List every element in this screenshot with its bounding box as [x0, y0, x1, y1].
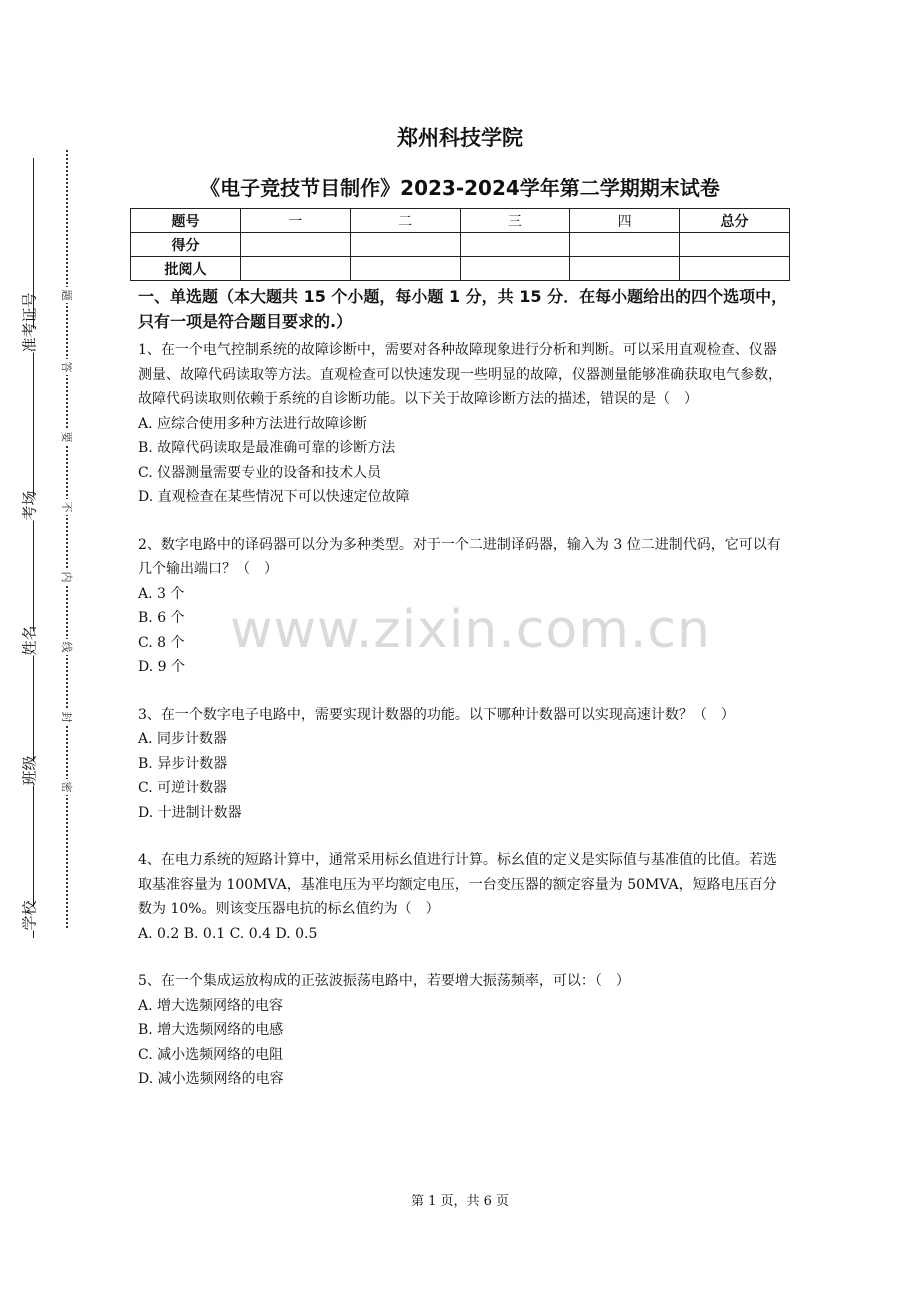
grader-cell: [570, 257, 680, 281]
score-table-row: [131, 209, 790, 233]
score-table-column-header: 四: [570, 209, 680, 233]
question-option: C. 8 个: [138, 634, 185, 651]
grader-cell: [241, 257, 351, 281]
question-option: B. 6 个: [138, 610, 185, 626]
question-5: [138, 969, 790, 1092]
binding-field-class: 班级: [20, 755, 39, 786]
grader-cell: [350, 257, 460, 281]
question-text: 4、在电力系统的短路计算中，通常采用标幺值进行计算。标幺值的定义是实际值与基准值的比值。若选取基准容量为 100MVA，基准电压为平均额定电压，一台变压器的额定容量为 50MVA，短路电压百分数为 10%。则该变压器电抗的标幺值约为（ ）: [138, 852, 777, 917]
binding-mark: 不: [59, 499, 73, 515]
score-table-column-header: 一: [241, 209, 351, 233]
question-option: D. 9 个: [138, 659, 185, 675]
binding-dotted-line: [66, 150, 68, 928]
score-cell: [241, 233, 351, 257]
score-table-row-label: 得分: [131, 233, 241, 257]
question-option: B. 增大选频网络的电感: [138, 1022, 284, 1038]
question-option: B. 异步计数器: [138, 755, 228, 772]
score-table-row-label: 批阅人: [131, 257, 241, 281]
question-option: A. 同步计数器: [138, 731, 228, 747]
binding-field-school: 学校: [20, 900, 39, 931]
question-3: [138, 703, 790, 826]
section-heading: 一、单选题（本大题共 15 个小题，每小题 1 分，共 15 分．在每小题给出的四个选项中，只有一项是符合题目要求的.）: [138, 287, 788, 331]
question-text: 5、在一个集成运放构成的正弦波振荡电路中，若要增大振荡频率，可以：（ ）: [138, 973, 630, 989]
question-option: A. 增大选频网络的电容: [138, 997, 284, 1014]
school-name: 郑州科技学院: [397, 126, 523, 150]
question-option: C. 可逆计数器: [138, 780, 228, 796]
page-footer: 第 1 页，共 6 页: [410, 1194, 510, 1209]
score-table-column-header: 总分: [680, 209, 790, 233]
score-table-row-label: 题号: [131, 209, 241, 233]
question-option: A. 0.2 B. 0.1 C. 0.4 D. 0.5: [138, 925, 318, 942]
question-option: A. 应综合使用多种方法进行故障诊断: [138, 415, 368, 432]
binding-field-ticket-number: 准考证号: [20, 292, 39, 353]
question-text: 2、数字电路中的译码器可以分为多种类型。对于一个二进制译码器，输入为 3 位二进制代码，它可以有几个输出端口？（ ）: [138, 536, 781, 577]
grader-cell: [680, 257, 790, 281]
score-table-row: [131, 233, 790, 257]
score-cell: [460, 233, 570, 257]
grader-cell: [460, 257, 570, 281]
binding-margin: [0, 0, 100, 1302]
binding-mark: 密: [59, 779, 73, 795]
binding-mark: 线: [59, 639, 73, 655]
binding-mark: 答: [59, 359, 73, 375]
binding-write-line: [33, 158, 34, 938]
binding-field-exam-room: 考场: [20, 490, 39, 521]
exam-title: 《电子竞技节目制作》2023-2024学年第二学期期末试卷: [200, 176, 720, 200]
binding-mark: 封: [59, 709, 73, 725]
binding-mark: 题: [59, 287, 73, 303]
exam-content: [138, 284, 790, 1115]
question-4: [138, 848, 790, 946]
binding-field-name: 姓名: [20, 625, 39, 656]
question-option: A. 3 个: [138, 585, 185, 602]
question-option: B. 故障代码读取是最准确可靠的诊断方法: [138, 440, 396, 456]
score-table: [130, 208, 790, 281]
score-table-column-header: 二: [350, 209, 460, 233]
score-cell: [350, 233, 460, 257]
watermark: www.zixin.com.cn: [230, 600, 711, 660]
score-table-row: [131, 257, 790, 281]
binding-mark: 内: [59, 569, 73, 585]
score-table-column-header: 三: [460, 209, 570, 233]
question-1: [138, 338, 790, 510]
question-text: 1、在一个电气控制系统的故障诊断中，需要对各种故障现象进行分析和判断。可以采用直观检查、仪器测量、故障代码读取等方法。直观检查可以快速发现一些明显的故障，仪器测量能够准确获取电气参数，故障代码读取则依赖于系统的自诊断功能。以下关于故障诊断方法的描述，错误的是（ ）: [138, 342, 782, 407]
question-option: C. 减小选频网络的电阻: [138, 1046, 284, 1063]
score-cell: [680, 233, 790, 257]
question-option: C. 仪器测量需要专业的设备和技术人员: [138, 464, 382, 481]
question-option: D. 直观检查在某些情况下可以快速定位故障: [138, 489, 410, 505]
binding-mark: 要: [59, 429, 73, 445]
score-cell: [570, 233, 680, 257]
question-2: [138, 533, 790, 680]
question-option: D. 减小选频网络的电容: [138, 1071, 284, 1087]
question-text: 3、在一个数字电子电路中，需要实现计数器的功能。以下哪种计数器可以实现高速计数？（ ）: [138, 706, 735, 723]
question-option: D. 十进制计数器: [138, 804, 242, 821]
